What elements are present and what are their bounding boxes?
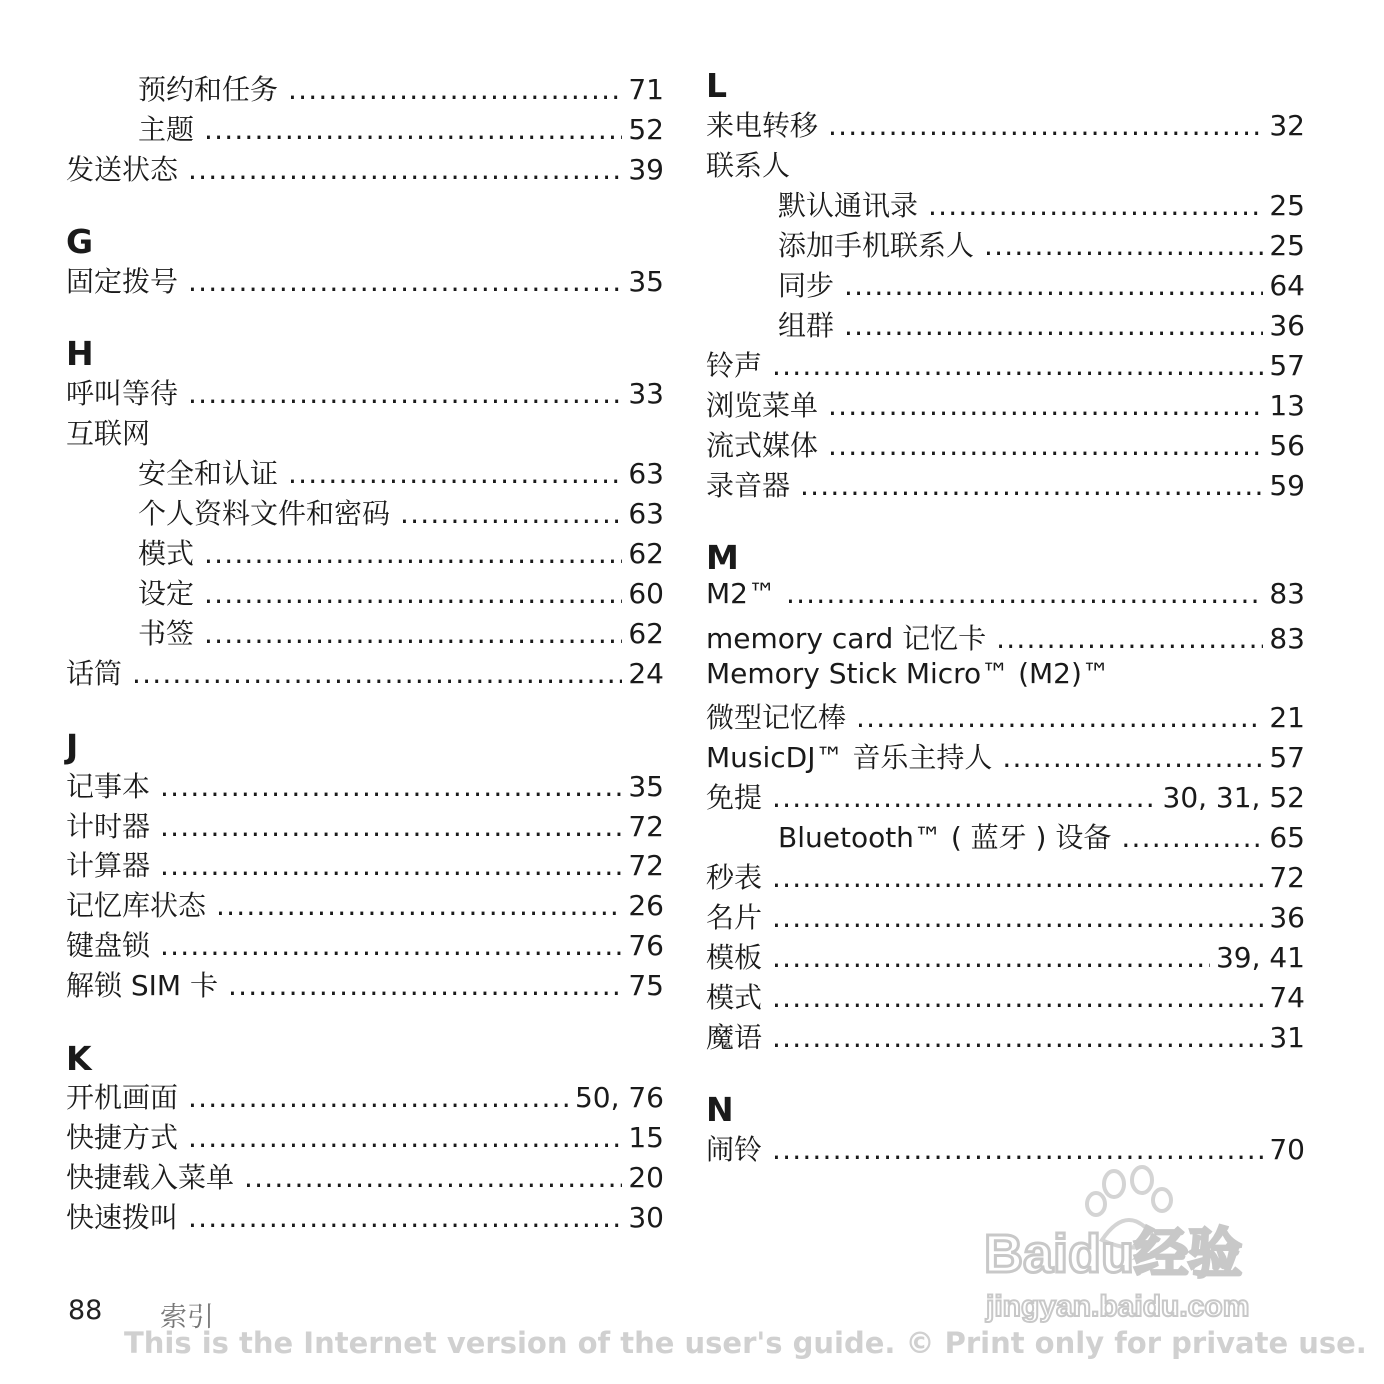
- page-reference: 62: [628, 537, 664, 570]
- index-term: 呼叫等待: [66, 377, 179, 410]
- index-term: 录音器: [706, 469, 791, 502]
- index-term: 固定拨号: [66, 265, 179, 298]
- dot-leader: [928, 186, 1263, 226]
- index-entry: [66, 1198, 664, 1238]
- index-entry: [138, 110, 664, 150]
- dot-leader: [772, 938, 1210, 978]
- page-reference: 56: [1269, 429, 1305, 462]
- index-entry: [138, 494, 664, 534]
- index-entry: [706, 938, 1305, 978]
- index-entry: [706, 858, 1305, 898]
- index-term: 来电转移: [706, 109, 819, 142]
- section-title: 索引: [160, 1302, 214, 1333]
- dot-leader: [1002, 738, 1263, 778]
- index-term: 记事本: [66, 770, 151, 803]
- page-reference: 36: [1269, 309, 1305, 342]
- page-reference: 65: [1269, 821, 1305, 854]
- index-entry: [706, 574, 1305, 614]
- index-entry: [66, 886, 664, 926]
- dot-leader: [828, 106, 1263, 146]
- page-reference: 59: [1269, 469, 1305, 502]
- usage-notice: This is the Internet version of the user's guide. © Print only for private use.: [124, 1326, 1367, 1360]
- section-letter: M: [706, 538, 739, 577]
- section-letter: K: [66, 1039, 92, 1078]
- dot-leader: [188, 150, 622, 190]
- index-term: 秒表: [706, 861, 763, 894]
- index-entry: [778, 226, 1305, 266]
- dot-leader: [772, 978, 1263, 1018]
- index-entry: [66, 1158, 664, 1198]
- index-term: 话筒: [66, 657, 123, 690]
- section-letter: G: [66, 222, 94, 261]
- page-reference: 39: [628, 153, 664, 186]
- page-reference: 70: [1269, 1133, 1305, 1166]
- page-reference: 33: [628, 377, 664, 410]
- index-term: 模板: [706, 941, 763, 974]
- index-entry: [706, 898, 1305, 938]
- dot-leader: [160, 807, 622, 847]
- index-term: 魔语: [706, 1021, 763, 1054]
- dot-leader: [244, 1158, 622, 1198]
- index-term: 流式媒体: [706, 429, 819, 462]
- dot-leader: [132, 654, 622, 694]
- page-reference: 83: [1269, 622, 1305, 655]
- index-entry: [66, 807, 664, 847]
- index-entry: [138, 70, 664, 110]
- page-reference: 72: [628, 849, 664, 882]
- index-term: memory card 记忆卡: [706, 622, 987, 655]
- dot-leader: [400, 494, 622, 534]
- section-letter: N: [706, 1090, 734, 1129]
- index-entry: [66, 1078, 664, 1118]
- dot-leader: [772, 1018, 1263, 1058]
- dot-leader: [204, 574, 622, 614]
- index-entry: [138, 534, 664, 574]
- index-term: 铃声: [706, 349, 763, 382]
- dot-leader: [288, 454, 622, 494]
- index-entry: [66, 926, 664, 966]
- index-term: 安全和认证: [138, 457, 279, 490]
- index-entry: [66, 966, 664, 1006]
- index-term: 名片: [706, 901, 763, 934]
- page-reference: 63: [628, 497, 664, 530]
- index-term: MusicDJ™ 音乐主持人: [706, 741, 993, 774]
- index-entry: [138, 574, 664, 614]
- page-reference: 50, 76: [574, 1081, 664, 1114]
- index-term: 模式: [138, 537, 195, 570]
- index-term: 快捷载入菜单: [66, 1161, 235, 1194]
- dot-leader: [188, 262, 622, 302]
- dot-leader: [204, 534, 622, 574]
- section-letter: J: [66, 727, 79, 766]
- page-reference: 57: [1269, 349, 1305, 382]
- index-entry: [706, 619, 1305, 659]
- page-reference: 72: [628, 810, 664, 843]
- index-entry: [66, 150, 664, 190]
- index-term: 同步: [778, 269, 835, 302]
- dot-leader: [772, 346, 1263, 386]
- index-term: Bluetooth™ ( 蓝牙 ) 设备: [778, 821, 1112, 854]
- dot-leader: [844, 306, 1263, 346]
- index-entry: [706, 1018, 1305, 1058]
- dot-leader: [204, 110, 622, 150]
- index-entry: [706, 698, 1305, 738]
- index-term: 快速拨叫: [66, 1201, 179, 1234]
- section-letter: L: [706, 66, 728, 105]
- index-entry: [706, 466, 1305, 506]
- index-term: 书签: [138, 617, 195, 650]
- index-entry: [66, 767, 664, 807]
- page-number: 88: [68, 1295, 103, 1326]
- index-term: M2™: [706, 577, 776, 610]
- index-term: 键盘锁: [66, 929, 151, 962]
- page-reference: 25: [1269, 189, 1305, 222]
- dot-leader: [856, 698, 1263, 738]
- dot-leader: [786, 574, 1263, 614]
- page-reference: 13: [1269, 389, 1305, 422]
- dot-leader: [160, 767, 622, 807]
- page-reference: 32: [1269, 109, 1305, 142]
- index-entry: [66, 654, 664, 694]
- page-reference: 39, 41: [1215, 941, 1305, 974]
- index-term: 微型记忆棒: [706, 701, 847, 734]
- page-reference: 25: [1269, 229, 1305, 262]
- dot-leader: [772, 898, 1263, 938]
- page-reference: 60: [628, 577, 664, 610]
- dot-leader: [828, 426, 1263, 466]
- page-reference: 72: [1269, 861, 1305, 894]
- page-reference: 62: [628, 617, 664, 650]
- page-reference: 63: [628, 457, 664, 490]
- index-entry: [706, 426, 1305, 466]
- page-reference: 35: [628, 265, 664, 298]
- page-reference: 52: [628, 113, 664, 146]
- index-entry: [138, 614, 664, 654]
- index-term: 快捷方式: [66, 1121, 179, 1154]
- page-reference: 20: [628, 1161, 664, 1194]
- index-heading-term: 联系人: [706, 149, 791, 182]
- index-entry: [706, 386, 1305, 426]
- index-entry: [66, 846, 664, 886]
- baidu-jingyan-watermark: [984, 1160, 1304, 1330]
- index-term: 默认通讯录: [778, 189, 919, 222]
- index-term: 组群: [778, 309, 835, 342]
- section-letter: H: [66, 334, 94, 373]
- index-term: 添加手机联系人: [778, 229, 975, 262]
- page-reference: 36: [1269, 901, 1305, 934]
- dot-leader: [772, 858, 1263, 898]
- page-reference: 21: [1269, 701, 1305, 734]
- page-reference: 64: [1269, 269, 1305, 302]
- index-entry: [778, 186, 1305, 226]
- index-entry: [66, 374, 664, 414]
- dot-leader: [1121, 818, 1263, 858]
- page-reference: 26: [628, 889, 664, 922]
- index-term: 浏览菜单: [706, 389, 819, 422]
- page-reference: 24: [628, 657, 664, 690]
- index-term: 计算器: [66, 849, 151, 882]
- page-reference: 74: [1269, 981, 1305, 1014]
- dot-leader: [188, 1118, 622, 1158]
- dot-leader: [204, 614, 622, 654]
- page-reference: 76: [628, 929, 664, 962]
- dot-leader: [188, 1078, 569, 1118]
- page-reference: 30, 31, 52: [1162, 781, 1305, 814]
- index-heading-term: 互联网: [66, 417, 151, 450]
- dot-leader: [288, 70, 622, 110]
- index-term: 发送状态: [66, 153, 179, 186]
- index-entry: [706, 106, 1305, 146]
- dot-leader: [160, 926, 622, 966]
- index-entry: [778, 306, 1305, 346]
- index-term: 闹铃: [706, 1133, 763, 1166]
- dot-leader: [996, 619, 1263, 659]
- page-reference: 15: [628, 1121, 664, 1154]
- baidu-jingyan-url: jingyan.baidu.com: [986, 1290, 1250, 1323]
- dot-leader: [800, 466, 1263, 506]
- page-reference: 31: [1269, 1021, 1305, 1054]
- index-term: 免提: [706, 781, 763, 814]
- page-reference: 30: [628, 1201, 664, 1234]
- index-entry: [706, 346, 1305, 386]
- index-term: 个人资料文件和密码: [138, 497, 391, 530]
- index-entry: [778, 266, 1305, 306]
- index-entry: [706, 738, 1305, 778]
- dot-leader: [228, 966, 622, 1006]
- index-term: 模式: [706, 981, 763, 1014]
- index-entry: [706, 778, 1305, 818]
- baidu-jingyan-brand: Baidu经验: [984, 1224, 1243, 1284]
- dot-leader: [828, 386, 1263, 426]
- dot-leader: [188, 374, 622, 414]
- index-term: 开机画面: [66, 1081, 179, 1114]
- dot-leader: [188, 1198, 622, 1238]
- index-entry: [778, 818, 1305, 858]
- page-reference: 35: [628, 770, 664, 803]
- page-reference: 83: [1269, 577, 1305, 610]
- page-reference: 57: [1269, 741, 1305, 774]
- dot-leader: [772, 778, 1156, 818]
- dot-leader: [160, 846, 622, 886]
- dot-leader: [984, 226, 1263, 266]
- dot-leader: [216, 886, 622, 926]
- index-entry: [138, 454, 664, 494]
- index-term: 主题: [138, 113, 195, 146]
- dot-leader: [844, 266, 1263, 306]
- index-term: 计时器: [66, 810, 151, 843]
- index-entry: [706, 978, 1305, 1018]
- index-term: 设定: [138, 577, 195, 610]
- page-reference: 71: [628, 73, 664, 106]
- index-heading-term: Memory Stick Micro™ (M2)™: [706, 657, 1110, 690]
- index-entry: [66, 262, 664, 302]
- index-term: 记忆库状态: [66, 889, 207, 922]
- index-term: 预约和任务: [138, 73, 279, 106]
- index-term: 解锁 SIM 卡: [66, 969, 218, 1002]
- index-entry: [66, 1118, 664, 1158]
- page-reference: 75: [628, 969, 664, 1002]
